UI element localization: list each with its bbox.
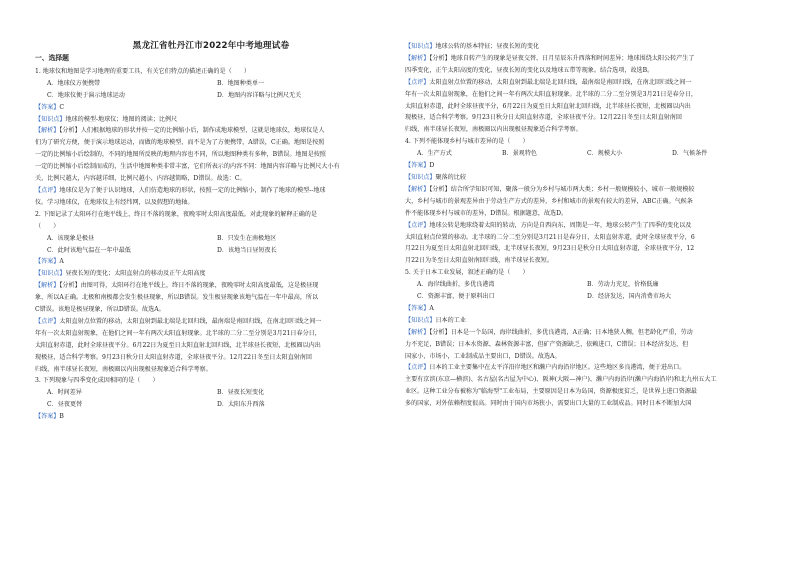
option-b: D．太阳东升西落	[217, 401, 265, 409]
answer-line	[405, 53, 757, 65]
answer-line	[405, 160, 757, 172]
option-b: B．景观特色	[502, 150, 537, 158]
answer-options	[405, 148, 757, 160]
option-a: A．该现象是极昼	[47, 234, 95, 242]
question-stem: 5. 关于日本工业发展，叙述正确的是（ ）	[405, 269, 529, 277]
text-line: 年有一次太阳直射现象，在他们之间一年有两次太阳直射现象。北半球的二分二至分别是3月21日是春分日，	[405, 90, 697, 98]
option-b: B．只发生在南极地区	[217, 234, 277, 242]
answer-line	[35, 114, 387, 126]
answer-options	[35, 245, 387, 257]
label-tag: 【知识点】	[35, 270, 66, 278]
text-line: 关，比例尺越大，内容越详细，比例尺越小，内容越简略，D错误。故选：C。	[35, 175, 246, 183]
text-line: 国家小，市场小，工业制成品主要出口，D错误。故选A。	[405, 352, 561, 360]
answer-line	[35, 185, 387, 197]
option-a: A．生产方式	[417, 150, 452, 158]
answer-text: 昼夜长短的变化；太阳直射点的移动及正午太阳高度	[65, 270, 206, 278]
option-a: A．海岸线曲折，多优良港湾	[417, 281, 495, 289]
option-c: C．规模大小	[587, 150, 623, 158]
left-column	[35, 38, 387, 423]
text-line: 太阳直射点位置的移动。北半球的二分二至分别是3月21日是春分日，太阳直射赤道，此时全球昼夜平分，6	[405, 233, 695, 241]
answer-options	[35, 233, 387, 245]
option-a: C．地球仪便于演示地球运动	[47, 91, 125, 99]
text-line: 力不充足，B错误；日本水资源、森林资源丰富，但矿产资源缺乏，依赖进口，C错误；日本经济发达，但	[405, 340, 689, 348]
label-tag: 【点评】	[405, 221, 430, 229]
answer-text: C	[59, 103, 65, 111]
label-tag: 【知识点】	[405, 43, 436, 50]
answer-line	[35, 256, 387, 268]
text-line: 业区。这种工业分布被称为"临海型"工业布局，主要原因是日本为岛国，资源极度贫乏，是世界上进口资源最	[405, 388, 698, 396]
answer-options	[35, 78, 387, 90]
label-tag: 【解析】	[35, 282, 60, 290]
text-line: 一定的比例缩小后绘制的，不同的地图所反映的地理内容也不同，所以地图种类有多种，B错误。地图是按照	[35, 151, 326, 159]
label-tag: 【解析】	[35, 127, 60, 135]
answer-text: 【分析】人们根据地球的形状并按一定的比例缩小后，制作成地球模型，这就是地球仪，地球仪是人	[59, 127, 325, 135]
answer-line	[35, 280, 387, 292]
answer-line	[405, 303, 757, 315]
text-line: 月22日为夏至日太阳直射北回归线，北半球昼长夜短，9月23日是秋分日太阳直射赤道，全球昼夜平分，12	[405, 245, 695, 253]
text-line: C错误。该地是极昼现象，所以D错误。故选A。	[35, 306, 165, 314]
answer-text: 太阳直射点位置的移动，太阳直射到最北端是北回归线，最南端是南回归线，在南北回归线之间一	[59, 317, 322, 325]
label-tag: 【答案】	[405, 304, 430, 312]
right-column	[405, 41, 757, 410]
answer-line	[405, 327, 757, 339]
answer-text: 日本的工业	[435, 316, 466, 324]
label-tag: 【答案】	[35, 103, 60, 111]
page-title: 黑龙江省牡丹江市2022年中考地理试卷	[132, 41, 290, 51]
text-line: 仪。学习地球仪，在地球仪上有经纬网，以及假想的地轴。	[35, 198, 194, 206]
answer-line	[405, 41, 757, 53]
answer-text: B	[59, 413, 64, 421]
question-stem: 3. 下列现象与四季变化成因相同的是（ ）	[35, 377, 159, 385]
option-b: D．地图内容详略与比例尺无关	[217, 91, 302, 99]
option-a: A．时间差异	[47, 389, 82, 397]
answer-line	[405, 315, 757, 327]
label-tag: 【知识点】	[405, 316, 436, 324]
text-line: 现极昼，适合科学考察。9月23日秋分日太阳直射赤道，全球昼夜平分。12月22日冬至日太阳直射南回	[405, 114, 682, 122]
answer-text: 【分析】日本是一个岛国，海岸线曲折，多优良港湾，A正确；日本地狭人稠，但老龄化严重，劳动	[429, 328, 693, 336]
answer-text: 日本的工业主要集中在太平洋沿岸地区和濑户内海沿岸地区。这些地区多良港湾，便于进出口。	[429, 364, 686, 372]
text-line: 归线，南半球昼长夜短，南极圈以内出现极昼现象适合科学考察。	[35, 365, 212, 373]
text-line: （ ）	[35, 222, 60, 230]
option-b: D．该地当日昼短夜长	[217, 246, 277, 254]
answer-options	[35, 90, 387, 102]
answer-line	[35, 102, 387, 114]
label-tag: 【知识点】	[405, 173, 436, 181]
answer-text: A	[59, 258, 64, 266]
text-line: 四季变化，正午太阳高度的变化、昼夜长短的变化以及地球五带等现象。结合选项，故选B。	[405, 66, 654, 74]
answer-text: 【分析】结合所学知识可知，聚落一般分为乡村与城市两大类；乡村一般规模较小，城市一般规模较	[429, 185, 695, 193]
answer-text: 【分析】地球自转产生的现象是昼夜交替、日月星辰东升西落和时间差异；地球围绕太阳公转产生了	[429, 54, 695, 62]
answer-line	[405, 172, 757, 184]
text-line: 太阳直射赤道，此时全球昼夜平分，6月22日为夏至日太阳直射北回归线，北半球昼长夜短，北极圈以内出	[405, 102, 691, 110]
answer-text: A	[429, 304, 434, 312]
answer-line	[405, 184, 757, 196]
option-a: C．昼夜更替	[47, 401, 83, 409]
answer-line	[405, 220, 757, 232]
label-tag: 【点评】	[405, 78, 430, 86]
label-tag: 【答案】	[35, 258, 60, 266]
label-tag: 【解析】	[405, 185, 430, 193]
answer-line	[35, 125, 387, 137]
label-tag: 【点评】	[35, 186, 60, 194]
text-line: 大，乡村与城市的景观差异由于劳动生产方式的差异，乡村和城市的景观有较大的差异，ABC正确。气候条	[405, 197, 693, 205]
question-stem: 1. 地球仪和地图是学习地理的重要工具，有关它们特点的描述正确的是（ ）	[35, 67, 250, 75]
question-stem: 4. 下列不能体现乡村与城市差异的是（ ）	[405, 138, 529, 146]
text-line: 多的国家，对外依赖程度很高。同时由于国内市场狭小，需要出口大量的工业制成品。同时日本不断加大国	[405, 400, 692, 408]
option-b: B．地图种类单一	[217, 79, 265, 87]
answer-text: 太阳直射点位置的移动，太阳直射到最北端是北回归线，最南端是南回归线，在南北回归线之间一	[429, 78, 692, 86]
label-tag: 【答案】	[405, 162, 430, 170]
answer-options	[405, 279, 757, 291]
option-a: C．资源丰富，便于原料出口	[417, 293, 495, 301]
label-tag: 【答案】	[35, 413, 60, 421]
text-line: 们为了研究方便，便于演示地球运动，而做的地球模型，而不是为了方便携带，A错误，C正确。地图是按照	[35, 139, 325, 147]
answer-options	[405, 291, 757, 303]
option-b: D．经济发达，国内消费市场大	[587, 293, 672, 301]
answer-text: 地球公转的基本特征；昼夜长短的变化	[435, 43, 540, 50]
answer-text: D	[429, 162, 435, 170]
label-tag: 【知识点】	[35, 115, 66, 123]
text-line: 一定的比例缩小后绘制而成的，生活中地图种类非常丰富，它们所表示的内容不同：地图内容详略与比例尺大小有	[35, 163, 340, 171]
text-line: 象，所以A正确。北极和南极都会发生极昼现象，所以B错误。发生极昼现象该地气温在一年中最高，所以	[35, 294, 319, 302]
text-line: 件不能体现乡村与城市的差异，D错误。根据题意，故选D。	[405, 209, 568, 217]
section-heading: 一、选择题	[35, 54, 69, 62]
answer-text: 地球仪是为了便于认识地球，人们仿造地球的形状，按照一定的比例缩小，制作了地球的模型--地球	[59, 186, 326, 194]
answer-options	[35, 399, 387, 411]
text-line: 主要有京滨(东京—横滨)、名古屋(名古屋为中心)、阪神(大阪—神户)、濑户内海沿岸(濑户内海沿岸)和北九州五大工	[405, 376, 717, 384]
answer-text: 地球的模型-地球仪；地图的阅读；比例尺	[65, 115, 178, 123]
answer-text: 聚落的比较	[435, 173, 466, 181]
text-line: 现极昼，适合科学考察。9月23日秋分日太阳直射赤道，全球昼夜平分。12月22日冬至日太阳直射南回	[35, 353, 312, 361]
option-d: D．气候条件	[672, 150, 708, 158]
question-stem: 2. 下图记录了太阳环行在地平线上，终日不落的现象，夜晚零时太阳高度最低。对此现象的解释正确的是	[35, 210, 317, 218]
answer-line	[35, 268, 387, 280]
label-tag: 【解析】	[405, 328, 430, 336]
answer-line	[405, 77, 757, 89]
text-line: 归线，南半球昼长夜短，南极圈以内出现极昼现象适合科学考察。	[405, 126, 582, 134]
answer-text: 地球公转是地球绕着太阳的转动，方向是自西向东，周期是一年，地球公转产生了四季的变化以及	[429, 221, 692, 229]
label-tag: 【点评】	[35, 317, 60, 325]
text-line: 太阳直射赤道，此时全球昼夜平分。6月22日为夏至日太阳直射北回归线，北半球昼长夜短，北极圈以内出	[35, 341, 321, 349]
option-a: A．地球仪方便携带	[47, 79, 101, 87]
option-b: B．劳动力充足，价格低廉	[587, 281, 659, 289]
text-line: 年有一次太阳直射现象，在他们之间一年有两次太阳直射现象。北半球的二分二至分别是3月21日春分日，	[35, 329, 321, 337]
answer-line	[405, 362, 757, 374]
text-line: 月22日为冬至日太阳直射南回归线，南半球昼长夜短。	[405, 257, 553, 265]
answer-options	[35, 387, 387, 399]
option-a: C．此时该地气温在一年中最低	[47, 246, 131, 254]
answer-text: 【分析】由图可得，太阳环行在地平线上，终日不落的现象，夜晚零时太阳高度最低，这是极昼现	[59, 282, 319, 290]
label-tag: 【解析】	[405, 54, 430, 62]
answer-line	[35, 316, 387, 328]
label-tag: 【点评】	[405, 364, 430, 372]
answer-line	[35, 411, 387, 423]
option-b: B．昼夜长短变化	[217, 389, 265, 397]
